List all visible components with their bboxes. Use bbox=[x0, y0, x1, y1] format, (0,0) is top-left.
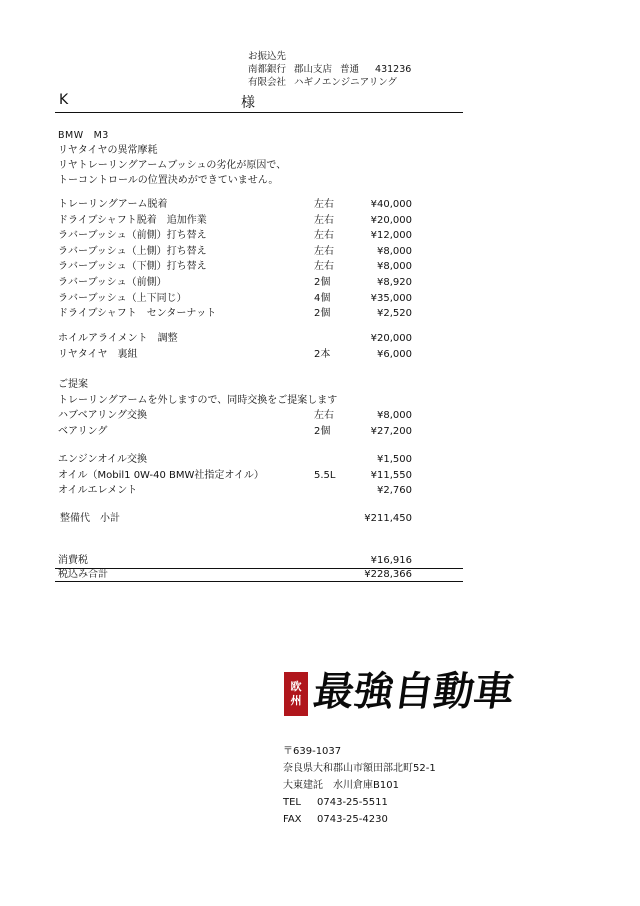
line-item bbox=[58, 306, 418, 322]
line-items-alignment bbox=[58, 331, 418, 362]
line-item bbox=[58, 424, 418, 440]
bank-branch: 郡山支店 bbox=[294, 64, 333, 75]
fax-number: 0743-25-4230 bbox=[317, 814, 388, 825]
proposal-note bbox=[58, 393, 418, 409]
item-quantity: 2本 bbox=[314, 348, 331, 360]
tax-amount: ¥16,916 bbox=[370, 555, 412, 566]
divider bbox=[55, 581, 463, 582]
item-quantity: 左右 bbox=[314, 214, 334, 226]
company-tel-row bbox=[283, 794, 436, 811]
total-row bbox=[55, 568, 463, 582]
company-address: 大東建託 水川倉庫B101 bbox=[283, 780, 399, 791]
line-items-proposal bbox=[58, 377, 418, 439]
bank-name: 南都銀行 bbox=[248, 64, 287, 75]
item-price: ¥11,550 bbox=[370, 469, 412, 481]
item-quantity: 2個 bbox=[314, 308, 331, 320]
item-quantity: 5.5L bbox=[314, 469, 336, 481]
subtotal-label: 整備代 小計 bbox=[60, 513, 120, 524]
line-item bbox=[58, 197, 418, 213]
item-price: ¥12,000 bbox=[370, 230, 412, 242]
line-item bbox=[58, 347, 418, 363]
item-description: ホイルアライメント 調整 bbox=[58, 333, 178, 344]
item-quantity: 左右 bbox=[314, 261, 334, 273]
item-quantity: 2個 bbox=[314, 425, 331, 437]
item-description: ドライブシャフト センターナット bbox=[58, 308, 217, 320]
item-price: ¥20,000 bbox=[370, 214, 412, 226]
proposal-heading bbox=[58, 377, 418, 393]
vehicle-model: BMW M3 bbox=[58, 130, 109, 141]
item-price: ¥8,000 bbox=[377, 245, 412, 257]
tax-label: 消費税 bbox=[58, 555, 88, 566]
item-quantity: 左右 bbox=[314, 199, 334, 210]
customer-honorific: 様 bbox=[241, 95, 255, 111]
line-item bbox=[58, 228, 418, 244]
bank-account-number: 431236 bbox=[375, 64, 412, 75]
line-item bbox=[58, 291, 418, 307]
item-description: ラバーブッシュ（前側） bbox=[58, 276, 167, 288]
item-description: オイル（Mobil1 0W-40 BMW社指定オイル） bbox=[58, 469, 264, 481]
bank-account-type: 普通 bbox=[340, 64, 360, 75]
item-description: ラバーブッシュ（上下同じ） bbox=[58, 292, 187, 304]
diagnosis-line: リヤタイヤの異常摩耗 bbox=[58, 145, 158, 156]
item-price: ¥2,760 bbox=[377, 485, 412, 497]
line-items-oil bbox=[58, 452, 418, 499]
item-description: リヤタイヤ 裏組 bbox=[58, 348, 138, 360]
line-item bbox=[58, 213, 418, 229]
logo-brand-text: 最強自動車 bbox=[310, 668, 518, 715]
item-description: エンジンオイル交換 bbox=[58, 454, 147, 465]
item-price: ¥27,200 bbox=[370, 425, 412, 437]
company-fax-row bbox=[283, 811, 436, 828]
total-amount: ¥228,366 bbox=[364, 569, 412, 580]
item-description: ラバーブッシュ（前側）打ち替え bbox=[58, 230, 207, 242]
line-item bbox=[58, 244, 418, 260]
item-description: ハブベアリング交換 bbox=[58, 410, 147, 422]
item-price: ¥8,000 bbox=[377, 410, 412, 422]
line-item bbox=[58, 331, 418, 347]
tel-label: TEL bbox=[283, 797, 301, 808]
bank-account-holder: ハギノエンジニアリング bbox=[294, 77, 398, 88]
totals-block bbox=[55, 554, 463, 582]
item-quantity: 左右 bbox=[314, 245, 334, 257]
item-quantity: 左右 bbox=[314, 410, 334, 422]
item-quantity: 2個 bbox=[314, 276, 331, 288]
item-price: ¥6,000 bbox=[377, 348, 412, 360]
stamp-char: 州 bbox=[290, 694, 302, 707]
item-quantity: 4個 bbox=[314, 292, 331, 304]
item-description: トレーリングアーム脱着 bbox=[58, 199, 168, 210]
line-item bbox=[58, 408, 418, 424]
diagnosis-line: リヤトレーリングアームブッシュの劣化が原因で、 bbox=[58, 160, 287, 171]
stamp-char: 欧 bbox=[290, 680, 302, 693]
item-description: ご提案 bbox=[58, 379, 88, 390]
item-description: トレーリングアームを外しますので、同時交換をご提案します bbox=[58, 394, 338, 406]
customer-name: K bbox=[59, 92, 69, 108]
divider bbox=[55, 568, 463, 569]
item-description: ラバーブッシュ（下側）打ち替え bbox=[58, 261, 207, 273]
company-address: 奈良県大和郡山市額田部北町52-1 bbox=[283, 763, 436, 774]
item-price: ¥8,920 bbox=[377, 276, 412, 288]
line-item bbox=[58, 468, 418, 484]
company-logo bbox=[284, 664, 518, 724]
line-item bbox=[58, 452, 418, 468]
company-contact bbox=[283, 743, 436, 828]
diagnosis-line: トーコントロールの位置決めができていません。 bbox=[58, 175, 279, 186]
item-price: ¥1,500 bbox=[377, 454, 412, 465]
item-quantity: 左右 bbox=[314, 230, 334, 242]
item-price: ¥8,000 bbox=[377, 261, 412, 273]
bank-holder-row bbox=[248, 76, 411, 89]
item-description: ラバーブッシュ（上側）打ち替え bbox=[58, 245, 207, 257]
line-item bbox=[58, 259, 418, 275]
bank-account-row bbox=[248, 63, 411, 76]
bank-heading: お振込先 bbox=[248, 51, 287, 62]
item-description: オイルエレメント bbox=[58, 485, 138, 497]
item-description: ベアリング bbox=[58, 425, 108, 437]
fax-label: FAX bbox=[283, 814, 302, 825]
tax-row bbox=[55, 554, 463, 568]
subtotal-amount: ¥211,450 bbox=[364, 513, 412, 524]
item-description: ドライブシャフト脱着 追加作業 bbox=[58, 214, 207, 226]
logo-stamp bbox=[284, 672, 308, 716]
bank-transfer-info bbox=[248, 50, 411, 89]
item-price: ¥35,000 bbox=[370, 292, 412, 304]
subtotal-row bbox=[58, 511, 418, 526]
line-item bbox=[58, 275, 418, 291]
item-price: ¥40,000 bbox=[370, 199, 412, 210]
diagnosis-notes bbox=[58, 128, 286, 188]
line-items-suspension bbox=[58, 197, 418, 322]
bank-company-type: 有限会社 bbox=[248, 77, 287, 88]
addressee-line bbox=[55, 92, 463, 113]
item-price: ¥2,520 bbox=[377, 308, 412, 320]
company-postal: 〒639-1037 bbox=[283, 746, 342, 757]
tel-number: 0743-25-5511 bbox=[317, 797, 388, 808]
item-price: ¥20,000 bbox=[370, 333, 412, 344]
total-label: 税込み合計 bbox=[58, 569, 108, 580]
line-item bbox=[58, 483, 418, 499]
